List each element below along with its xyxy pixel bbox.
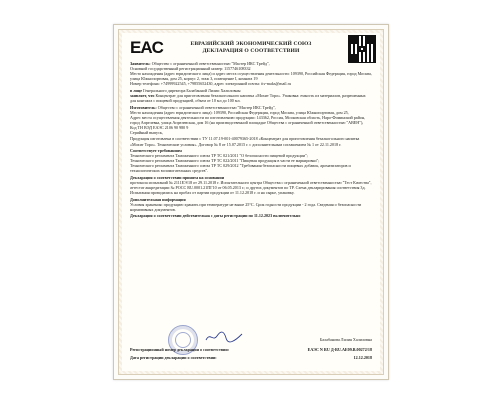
- registration-date-row: [130, 355, 372, 360]
- signature-block: [130, 337, 372, 342]
- qr-code-icon: [348, 35, 376, 63]
- manufacturer-address: Место нахождения (адрес юридического лица): 109390, Российская Федерация, город Москва, улица Южнопортовая, дом 25,: [130, 109, 349, 115]
- declaration-title: ДЕКЛАРАЦИЯ О СООТВЕТСТВИИ: [202, 48, 300, 54]
- basis-text: протокола испытаний № 2111ЕЭ/18 от 29.11.2018 г. Испытательного центра Общества с ограниченной ответственностью "Тест Качества", аттестат аккредитации № РОСС RU.0001.21ПГ10 от 06.05.2013 г.; и других документов по ТР. Схема декларирования соответствия 3д.: [130, 180, 372, 191]
- additional-text: Условия хранения: продукцию хранить при температуре не выше 25°С. Срок годности продукции - 2 года. Сведения о безопасности нормативных документов.: [130, 201, 362, 212]
- document-text: [130, 61, 372, 220]
- requirement-item: Технического регламента Таможенного союза ТР ТС 021/2011 "О безопасности пищевой продукции";: [130, 153, 308, 159]
- person-block: [130, 88, 372, 103]
- additional-block: [130, 197, 372, 212]
- applicant-ogrn: Основной государственный регистрационный номер: 1157746108332: [130, 66, 251, 72]
- manufacturer-text: Общество с ограниченной ответственностью "Мастер ИКС Трейд",: [157, 104, 276, 110]
- registration-label: Регистрационный номер декларации о соответствии:: [130, 347, 230, 352]
- registration-number: ЕАЭС N RU Д-RU.АЕ09.В.00272/18: [307, 347, 372, 352]
- applicant-text: Общество с ограниченной ответственностью "Мастер ИКС Трейд",: [151, 61, 270, 66]
- manufacturer-block: [130, 105, 372, 136]
- declares-text: Концентрат для приготовления безалкогольного напитка «Мохит Торо». Упаковка: емкость из материалов, разрешенных для контакта с пищевой продукцией, объем от 10 мл до 100 мл.: [130, 92, 366, 104]
- document-header: [166, 41, 336, 55]
- declaration-document: [113, 24, 389, 380]
- requirements-title: Соответствует требованиям: [130, 148, 182, 154]
- registration-block: [130, 347, 372, 360]
- basis-block: [130, 175, 372, 195]
- registration-date-label: Дата регистрации декларации о соответствии:: [130, 355, 217, 360]
- manufacturer-serial: Серийный выпуск,: [130, 130, 163, 135]
- basis-title: Декларация о соответствии принята на основании: [130, 174, 225, 180]
- declares-label: заявляет, что: [130, 92, 155, 98]
- eac-emblem: EAC: [130, 38, 163, 57]
- basis-extra: Испытания проводились на пробах от партии продукции от 11.12.2018 г. и на сырье, упаковку.: [130, 190, 295, 196]
- manufacturer-label: Изготовитель:: [130, 104, 157, 110]
- signer-name: Балабанова Лилия Халиловна: [319, 337, 372, 342]
- applicant-label: Заявитель:: [130, 61, 151, 66]
- applicant-address: Место нахождения (адрес юридического лица) и адрес места осуществления деятельности: 109390, Российская Федерация, город Москва, улица Южнопортовая, дом 25, корпус 2, этаж 3, помещение I, комната 19: [130, 71, 372, 82]
- requirement-item: Технического регламента Таможенного союза ТР ТС 022/2011 "Пищевая продукция в части ее маркировки";: [130, 158, 320, 164]
- additional-title: Дополнительная информация: [130, 196, 186, 202]
- registration-date: 12.12.2018: [353, 355, 372, 360]
- registration-row: [130, 347, 372, 352]
- person-text: Генерального директора Балабанной Лилии Халиловны: [143, 87, 241, 93]
- person-prefix: в лице: [130, 87, 143, 93]
- manufacturer-codes: Код ТН ВЭД ЕАЭС 2106 90 980 9: [130, 124, 189, 130]
- standard-block: Продукция изготовлена в соответствии с ТУ 11.07.19-001-40079365-2018 «Концентрат для приготовления безалкогольного напитка «Мохит Торо». Технические условия». Договор № 8 от 15.07.2015 г. с дополнительным соглашением № 1 от 22.11.2018 г.: [130, 136, 360, 147]
- union-title: ЕВРАЗИЙСКИЙ ЭКОНОМИЧЕСКИЙ СОЮЗ: [190, 41, 312, 47]
- manufacturer-production: Адрес места осуществления деятельности по изготовлению продукции: 143362, Россия, Московская область, Наро-Фоминский район, город Апрелевка, улица Апрелевская, дом 16 (на производственной площадке Общества с ограниченной ответственностью "АВЕН"),: [130, 114, 366, 125]
- requirements-block: [130, 148, 372, 173]
- validity-text: Декларация о соответствии действительна с даты регистрации по 11.12.2023 включительно: [130, 213, 301, 219]
- applicant-block: [130, 61, 372, 86]
- applicant-contacts: Номер телефона: +74999922545, +79855652430, адрес электронной почты: ttv-maks@mail.ru: [130, 81, 291, 87]
- requirement-item: Технического регламента Таможенного союза ТР ТС 029/2012 "Требования безопасности пищевых добавок, ароматизаторов и технологических вспомогательных средств".: [130, 163, 351, 174]
